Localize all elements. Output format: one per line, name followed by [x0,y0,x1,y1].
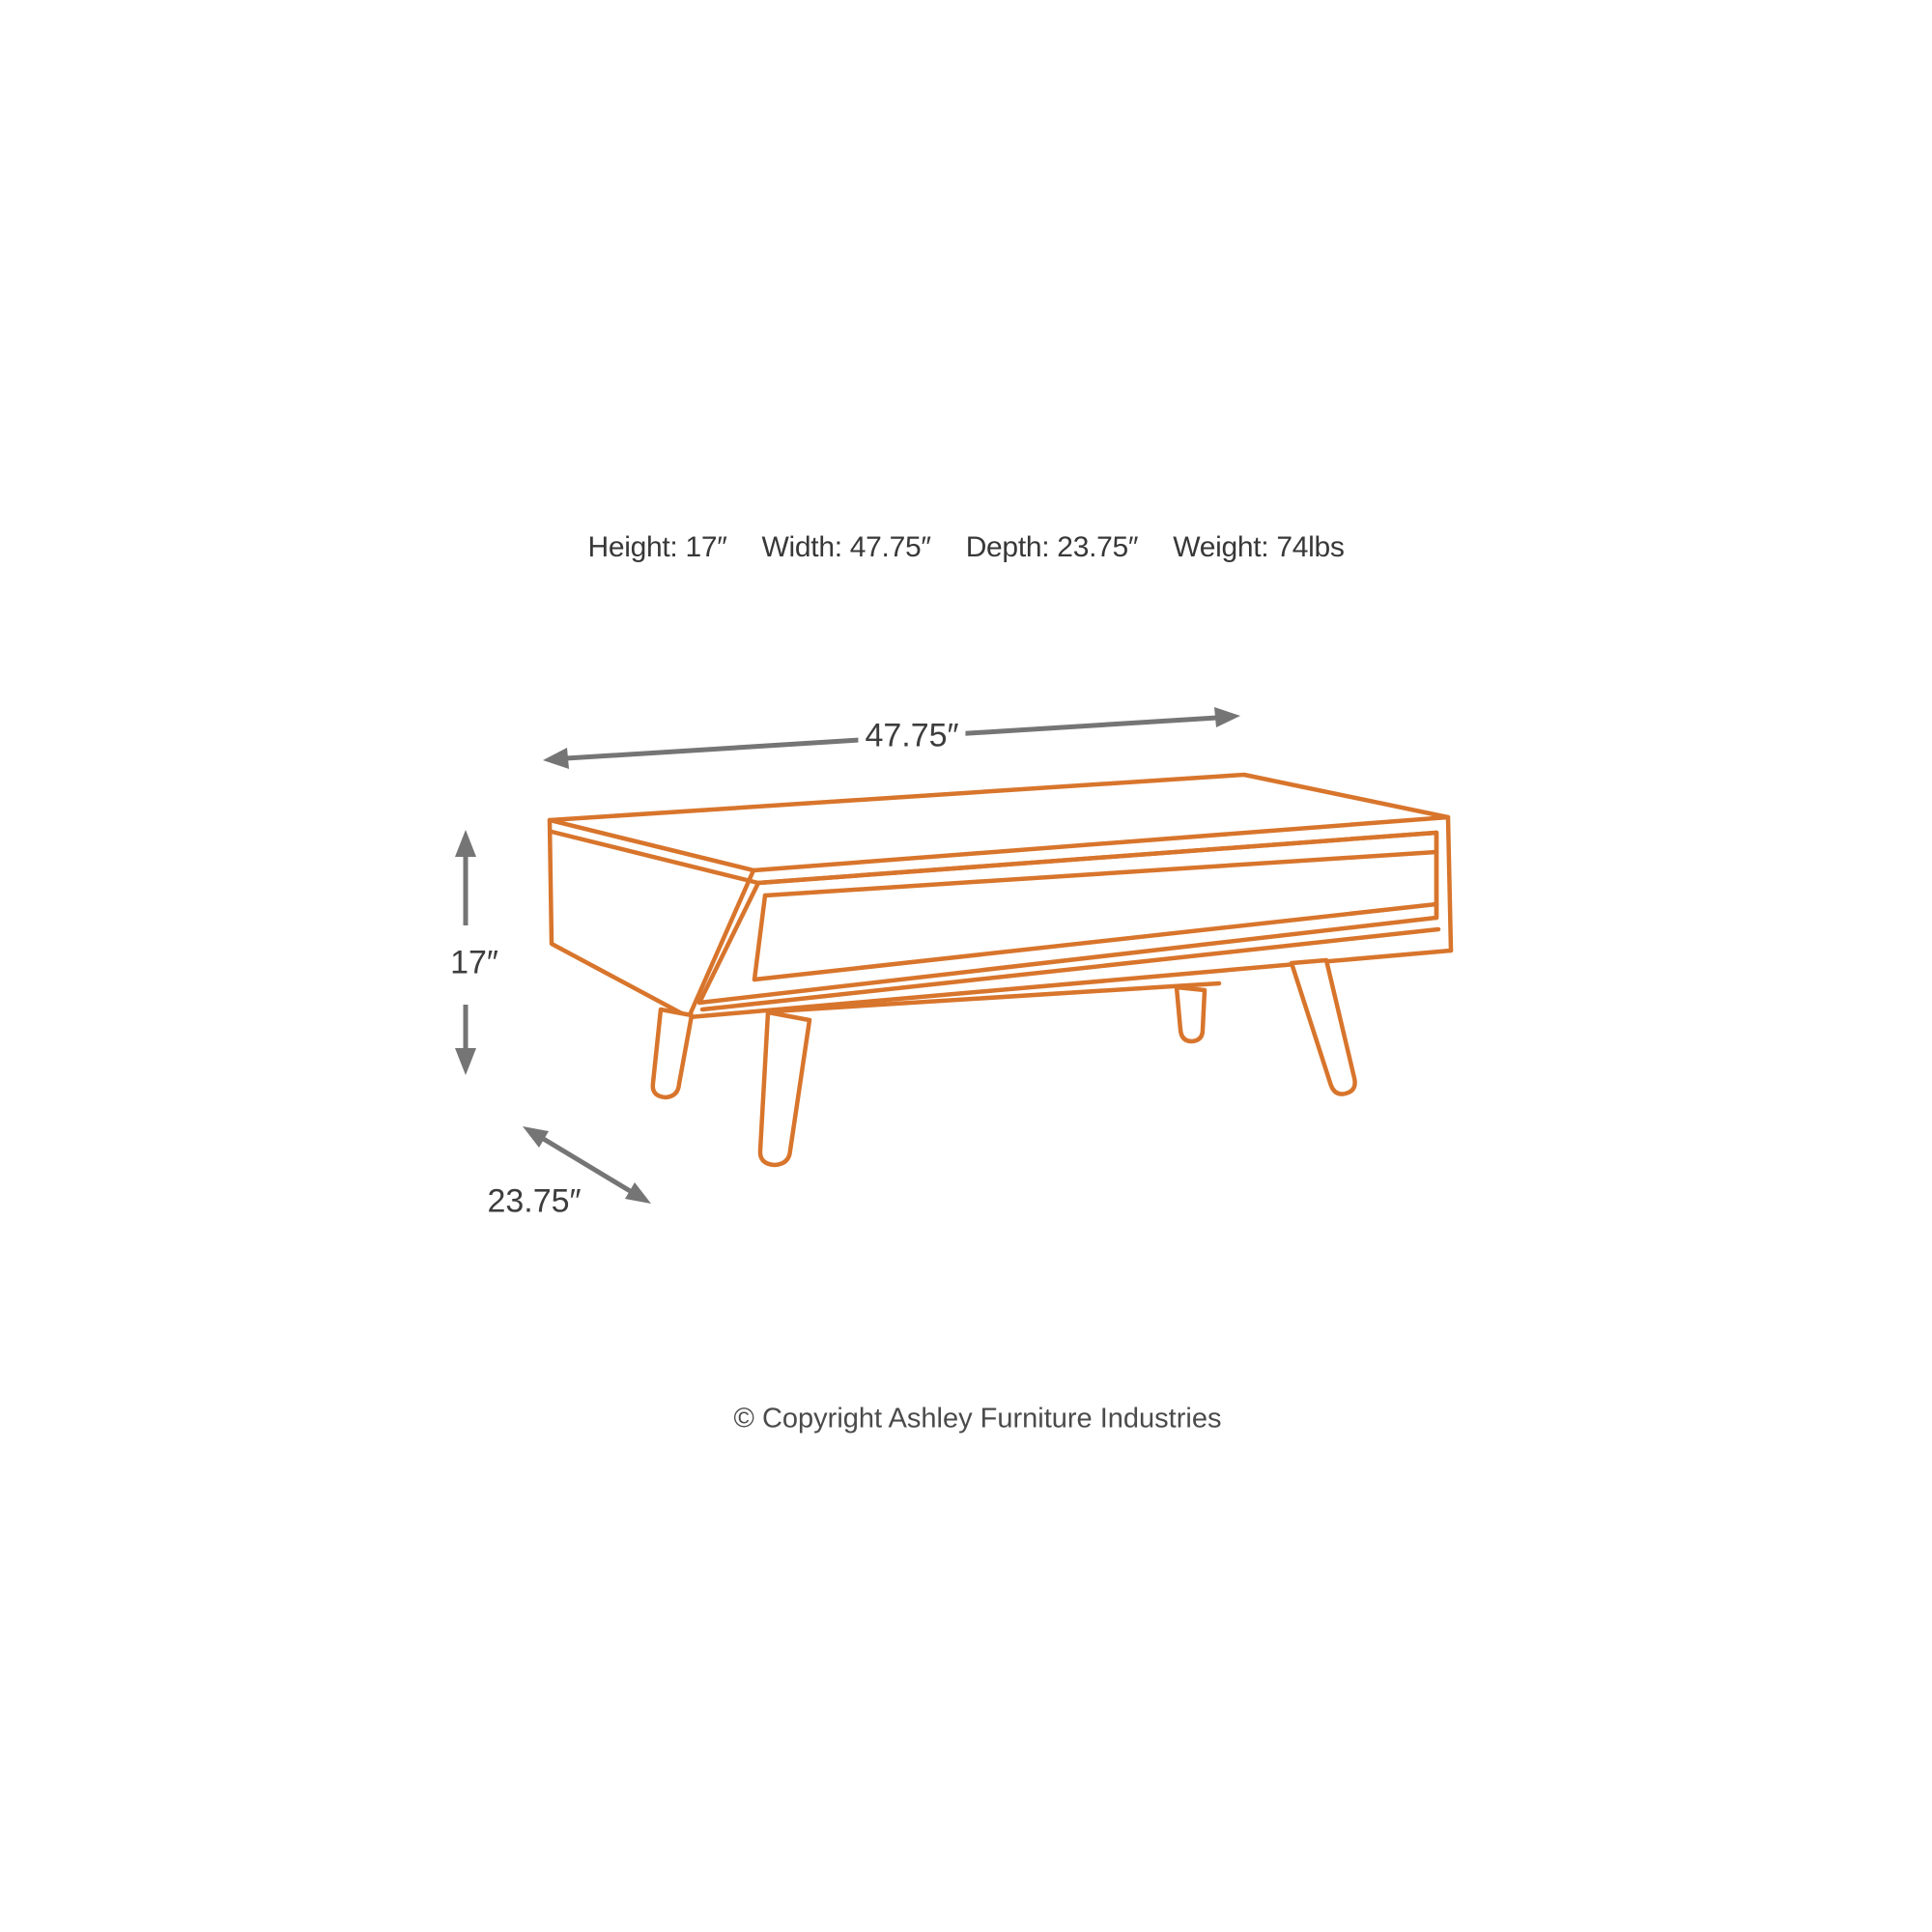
width-dim-label: 47.75″ [858,718,965,755]
depth-dim-label: 23.75″ [487,1182,582,1220]
height-arrowhead-bottom [455,1048,476,1075]
leg-rear-left [653,1009,692,1097]
table-right-edge-outer [1448,817,1451,951]
depth-arrowhead-top-left [523,1126,549,1148]
copyright-text: © Copyright Ashley Furniture Industries [733,1403,1222,1435]
height-dim-label: 17″ [450,944,498,981]
table-interior-left-wall-line [754,895,765,980]
width-arrowhead-right [1214,707,1240,727]
leg-rear-right [1177,987,1205,1041]
height-arrowhead-top [455,830,476,857]
header-item-depth: Depth: 23.75″ [965,531,1139,563]
leg-front-right [1292,960,1355,1094]
header-item-weight: Weight: 74lbs [1173,531,1345,563]
header-item-height: Height: 17″ [587,531,727,563]
header-item-width: Width: 47.75″ [761,531,931,563]
leg-front-left [760,1012,810,1165]
width-arrowhead-left [543,748,569,769]
depth-arrowhead-bottom-right [625,1182,651,1204]
